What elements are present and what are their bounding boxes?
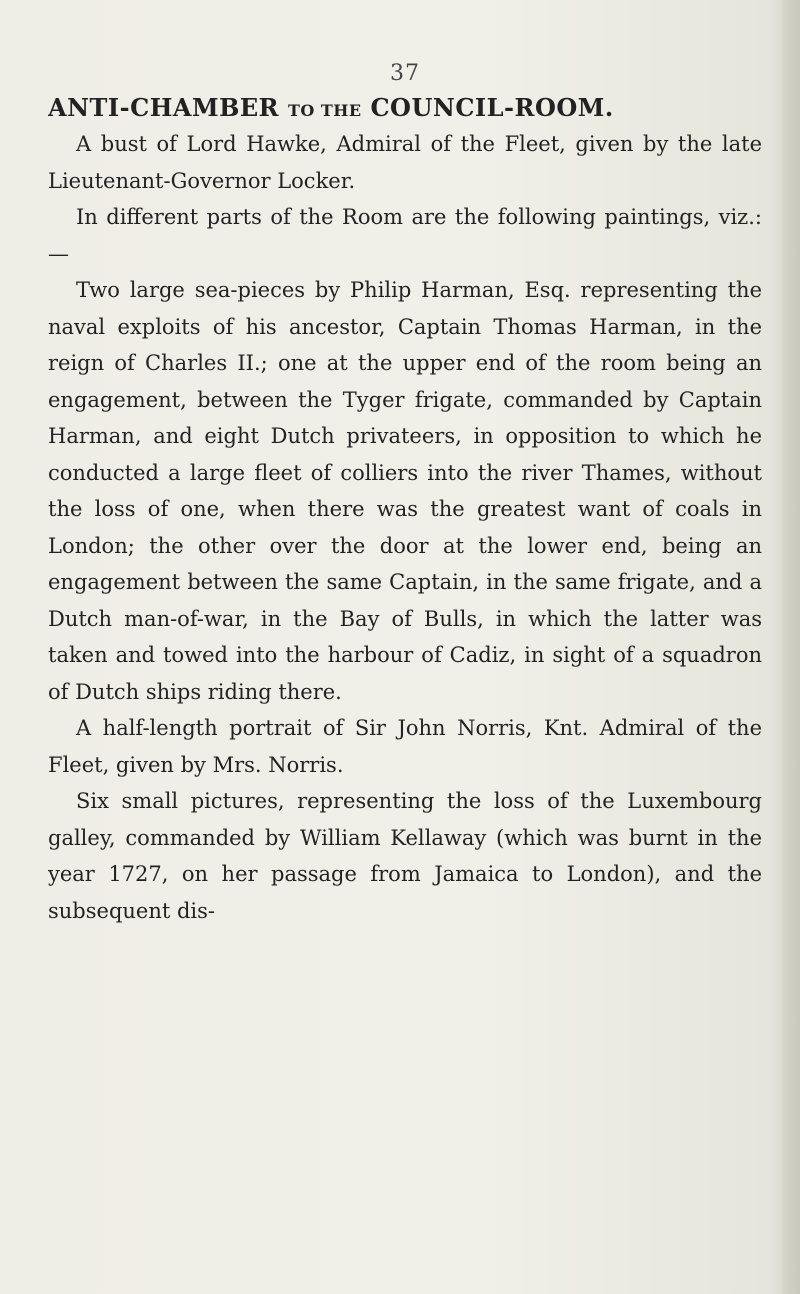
paragraph-small-pictures: Six small pictures, representing the loss of the Luxembourg galley, commanded by William Kellaway (which was burnt in the year 1727, on her passage from Jamaica to London), and the subsequent dis- xyxy=(48,789,762,923)
paragraph-bust: A bust of Lord Hawke, Admiral of the Fleet, given by the late Lieutenant-Governor Locker. xyxy=(48,132,762,193)
paragraph-portrait: A half-length portrait of Sir John Norris, Knt. Admiral of the Fleet, given by Mrs. Norris. xyxy=(48,716,762,777)
page-text xyxy=(48,58,762,1288)
paragraph-sea-pieces: Two large sea-pieces by Philip Harman, Esq. representing the naval exploits of his ancestor, Captain Thomas Harman, in the reign of Charles II.; one at the upper end of the room being an engagement, between the Tyger frigate, commanded by Captain Harman, and eight Dutch privateers, in opposition to which he conducted a large fleet of colliers into the river Thames, without the loss of one, when there was the greatest want of coals in London; the other over the door at the lower end, being an engagement between the same Captain, in the same frigate, and a Dutch man-of-war, in the Bay of Bulls, in which the latter was taken and towed into the harbour of Cadiz, in sight of a squadron of Dutch ships riding there. xyxy=(48,278,762,704)
page-number: 37 xyxy=(390,61,420,86)
section-heading xyxy=(48,90,762,126)
heading-main: ANTI-CHAMBER xyxy=(48,93,280,122)
heading-connector: TO THE xyxy=(287,101,362,120)
page-edge xyxy=(782,0,800,1294)
paragraph-paintings-intro: In different parts of the Room are the following paintings, viz.:— xyxy=(48,205,762,266)
heading-tail: COUNCIL-ROOM. xyxy=(370,93,614,122)
